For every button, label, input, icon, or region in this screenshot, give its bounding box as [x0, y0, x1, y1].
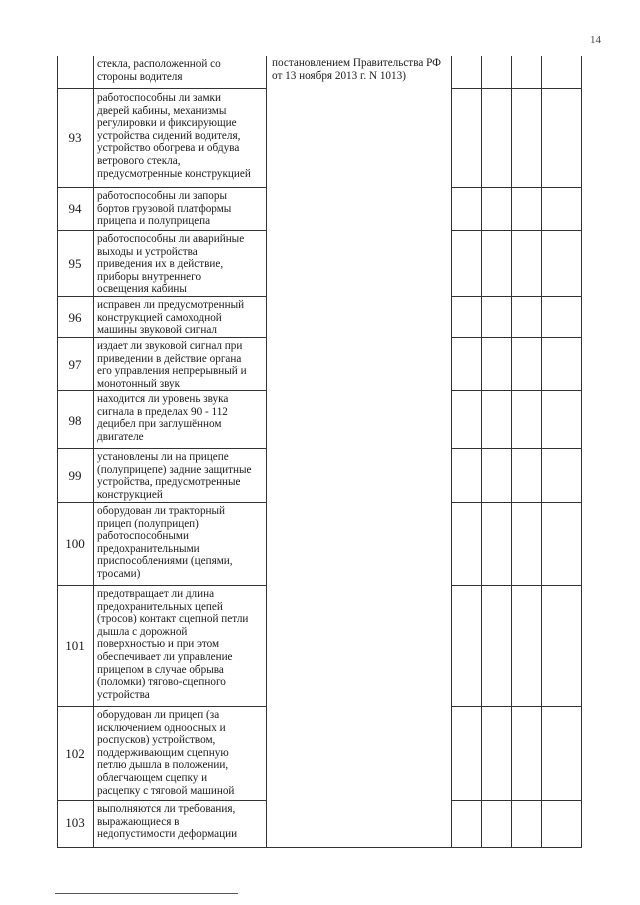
row-text-line: ветрового стекла, [97, 154, 181, 167]
row-text-line: освещения кабины [97, 283, 187, 296]
table-row [97, 451, 265, 501]
row-text-line: двигателе [97, 430, 144, 443]
row-text-line: выполняются ли требования, [97, 803, 236, 815]
row-text-line: (поломки) тягово-сцепного [97, 676, 226, 689]
row-number: 95 [68, 256, 82, 271]
row-text-line: конструкцией самоходной [97, 311, 222, 324]
row-text-line: работоспособными [97, 530, 189, 543]
row-text-line: роспусков) устройством, [97, 734, 216, 747]
row-text-line: приведения их в действие, [97, 258, 224, 271]
row-number: 103 [65, 815, 85, 830]
row-text-line: петлю дышла в положении, [97, 759, 229, 772]
row-number: 97 [68, 357, 82, 372]
table-row [97, 299, 265, 337]
row-text-line: поверхностью и при этом [97, 638, 220, 651]
row-text-line: исправен ли предусмотренный [97, 299, 245, 311]
row-text-line: работоспособны ли запоры [97, 190, 227, 202]
table-row [97, 393, 265, 443]
row-text-line: дышла с дорожной [97, 625, 188, 638]
row-text-line: расцепку с тяговой машиной [97, 784, 235, 797]
row-text-line: выходы и устройства [97, 245, 198, 258]
row-text-line: бортов грузовой платформы [97, 202, 232, 215]
row-text-line: приборы внутреннего [97, 270, 202, 283]
row-text-line: устройства сидений водителя, [97, 129, 241, 142]
row-text-line: оборудован ли прицеп (за [97, 709, 220, 721]
row-text-line: издает ли звуковой сигнал при [97, 340, 243, 352]
row-text-line: недопустимости деформации [97, 828, 238, 841]
row-number: 102 [65, 746, 85, 761]
row-text-line: прицеп (полуприцеп) [97, 517, 199, 530]
row-text-line: монотонный звук [97, 377, 181, 390]
row-text-line: прицепом в случае обрыва [97, 663, 224, 676]
row-text-line: устройство обогрева и обдува [97, 142, 240, 155]
row-number: 100 [65, 536, 85, 551]
row-text-line: прицепа и полуприцепа [97, 215, 211, 228]
table-row [97, 588, 265, 701]
row-text-line: децибел при заглушённом [97, 418, 222, 431]
row-text-line: исключением одноосных и [97, 721, 226, 734]
row-text-line: работоспособны ли аварийные [97, 233, 245, 245]
row-text-line: предохранительными [97, 542, 200, 555]
row-text-line: тросами) [97, 567, 141, 580]
row-number: 101 [65, 638, 85, 653]
table-row [97, 233, 265, 296]
table-row [97, 58, 265, 83]
table-row [97, 340, 265, 390]
row-text-line: регулировки и фиксирующие [97, 117, 237, 130]
row-number: 93 [68, 130, 82, 145]
row-text-line: предохранительных цепей [97, 600, 223, 613]
row-text-line: оборудован ли тракторный [97, 505, 226, 517]
table-row [97, 803, 265, 841]
footnote-separator [55, 893, 238, 894]
row-text-line: устройства [97, 688, 150, 701]
row-text-line: конструкцией [97, 488, 163, 501]
row-text-line: предотвращает ли длина [97, 588, 215, 600]
table-row [97, 709, 265, 797]
row-text-line: приспособлениями (цепями, [97, 555, 233, 568]
row-text-line: (тросов) контакт сцепной петли [97, 613, 249, 626]
row-text-line: сигнала в пределах 90 - 112 [97, 405, 228, 418]
row-text-line: его управления непрерывный и [97, 365, 247, 378]
row-text-line: облегчающем сцепку и [97, 771, 208, 784]
row-text-line: устройства, предусмотренные [97, 476, 241, 489]
row-text-line: машины звуковой сигнал [97, 324, 218, 337]
row-text-line: установлены ли на прицепе [97, 451, 229, 463]
row-text-line: предусмотренные конструкцией [97, 167, 251, 180]
norm-reference: постановлением Правительства РФ от 13 ноября 2013 г. N 1013) [272, 57, 441, 82]
row-text-line: дверей кабины, механизмы [97, 104, 227, 117]
row-number: 94 [68, 201, 82, 216]
row-text-line: находится ли уровень звука [97, 393, 229, 405]
table-row [97, 92, 265, 180]
table-row [97, 505, 265, 581]
row-text-line: поддерживающим сцепную [97, 746, 229, 759]
page-number: 14 [590, 34, 601, 46]
row-number: 98 [68, 413, 82, 428]
row-number: 96 [68, 310, 82, 325]
row-text-line: обеспечивает ли управление [97, 650, 233, 663]
table-row [97, 190, 265, 228]
row-text-line: стекла, расположенной со [97, 58, 221, 70]
row-text-line: стороны водителя [97, 70, 183, 83]
row-text-line: (полуприцепе) задние защитные [97, 463, 252, 476]
row-text-line: выражающиеся в [97, 815, 180, 828]
row-text-line: работоспособны ли замки [97, 92, 221, 104]
row-number: 99 [68, 468, 82, 483]
row-text-line: приведении в действие органа [97, 352, 242, 365]
